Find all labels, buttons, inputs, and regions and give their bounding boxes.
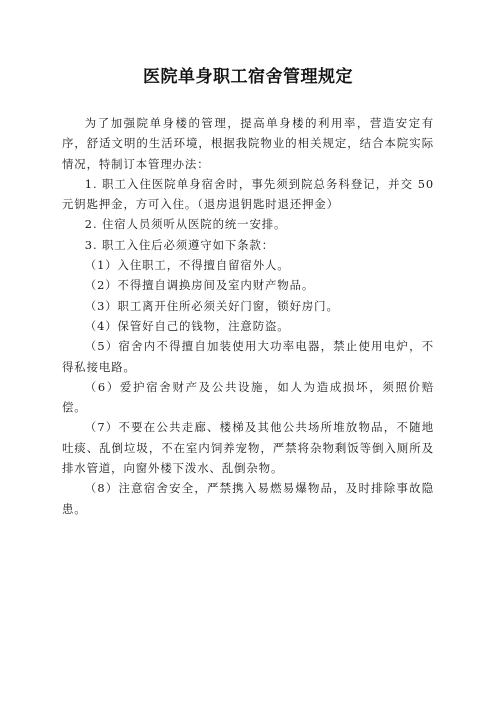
rule-paragraph-3: 3. 职工入住后必须遵守如下条款： bbox=[84, 237, 275, 252]
clause-paragraph-7: （7）不要在公共走廊、楼梯及其他公共场所堆放物品，不随地吐痰、乱倒垃圾，不在室内饲养宠物，严禁将杂物剩饭等倒入厕所及排水管道，向窗外楼下泼水、乱倒杂物。 bbox=[62, 420, 434, 476]
clause-paragraph-2: （2）不得擅自调换房间及室内财产物品。 bbox=[84, 278, 315, 293]
document-body bbox=[62, 113, 434, 519]
clause-paragraph-6: （6）爱护宿舍财产及公共设施，如人为造成损坏，须照价赔偿。 bbox=[62, 379, 434, 415]
rule-paragraph-1: 1. 职工入住医院单身宿舍时，事先须到院总务科登记，并交 50 元钥匙押金，方可入住。（退房退钥匙时退还押金） bbox=[62, 176, 434, 212]
clause-paragraph-8: （8）注意宿舍安全，严禁携入易燃易爆物品，及时排除事故隐患。 bbox=[62, 481, 434, 516]
document-title: 医院单身职工宿舍管理规定 bbox=[143, 67, 353, 87]
clause-paragraph-4: （4）保管好自己的钱物，注意防盗。 bbox=[84, 318, 290, 333]
clause-paragraph-1: （1）入住职工，不得擅自留宿外人。 bbox=[84, 258, 290, 273]
clause-paragraph-5: （5）宿舍内不得擅自加装使用大功率电器，禁止使用电炉，不得私接电路。 bbox=[62, 339, 434, 374]
clause-paragraph-3: （3）职工离开住所必须关好门窗，锁好房门。 bbox=[84, 298, 339, 313]
rule-paragraph-2: 2. 住宿人员须听从医院的统一安排。 bbox=[84, 217, 287, 232]
intro-paragraph: 为了加强院单身楼的管理，提高单身楼的利用率，营造安定有序，舒适文明的生活环境，根据我院物业的相关规定，结合本院实际情况，特制订本管理办法： bbox=[62, 116, 434, 171]
